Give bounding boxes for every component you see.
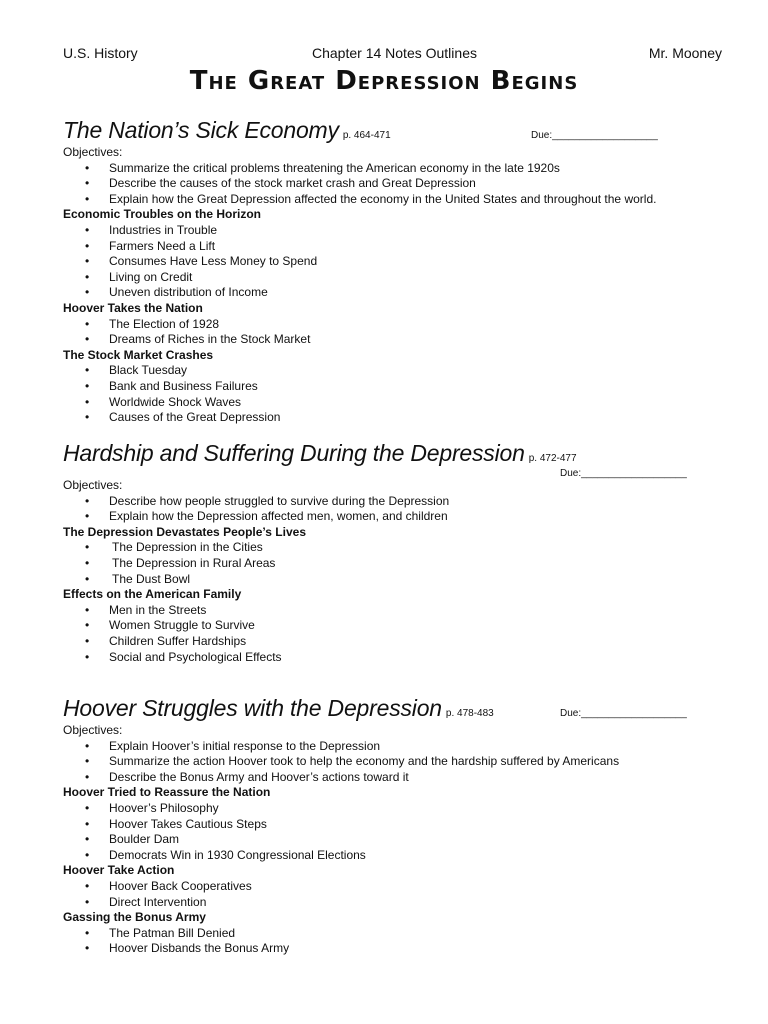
list-item: • Summarize the critical problems threatening the American economy in the late 1920s [85, 160, 560, 175]
list-item: • Children Suffer Hardships [85, 633, 247, 648]
list-item: • The Depression in Rural Areas [85, 555, 276, 570]
section-pages: p. 472-477 [528, 453, 577, 464]
sub-heading: The Stock Market Crashes [63, 347, 214, 362]
sub-heading: Gassing the Bonus Army [63, 910, 206, 925]
list-item: • Summarize the action Hoover took to help the economy and the hardship suffered by Americans [85, 754, 620, 769]
topic-list [63, 801, 723, 863]
section-heading [63, 695, 723, 723]
list-item: • Direct Intervention [85, 894, 207, 909]
list-item: • Men in the Streets [85, 602, 207, 617]
objectives-list [63, 739, 723, 786]
list-item: • Dreams of Riches in the Stock Market [85, 332, 311, 347]
list-item: • Black Tuesday [85, 363, 188, 378]
due-field: Due:___________________ [560, 708, 687, 719]
course-name: U.S. History [63, 45, 138, 61]
list-item: • Worldwide Shock Waves [85, 394, 242, 409]
sub-heading: Hoover Tried to Reassure the Nation [63, 785, 271, 800]
teacher-name: Mr. Mooney [648, 45, 722, 61]
list-item: • Uneven distribution of Income [85, 285, 268, 300]
sub-heading: Economic Troubles on the Horizon [63, 207, 262, 222]
list-item: • Hoover Disbands the Bonus Army [85, 941, 290, 956]
section-title: The Nation’s Sick Economy [63, 117, 339, 143]
section-heading [63, 440, 723, 479]
list-item: • Describe the Bonus Army and Hoover’s actions toward it [85, 769, 409, 784]
sub-heading: Hoover Take Action [63, 863, 175, 878]
objectives-list [63, 161, 723, 208]
list-item: • The Depression in the Cities [85, 540, 263, 555]
topic-list [63, 540, 723, 587]
list-item: • Farmers Need a Lift [85, 238, 216, 253]
objectives-list [63, 494, 723, 525]
list-item: • Hoover Back Cooperatives [85, 878, 252, 893]
sub-heading: Effects on the American Family [63, 587, 242, 602]
section-hoover-struggles [63, 695, 723, 957]
list-item: • Causes of the Great Depression [85, 410, 281, 425]
section-heading [63, 117, 723, 145]
list-item: • Social and Psychological Effects [85, 649, 282, 664]
topic-list [63, 879, 723, 910]
section-hardship [63, 440, 723, 665]
list-item: • Explain Hoover’s initial response to the Depression [85, 738, 381, 753]
sub-heading: Hoover Takes the Nation [63, 300, 203, 315]
page-header [63, 45, 722, 63]
chapter-name: Chapter 14 Notes Outlines [312, 45, 477, 61]
list-item: • Describe the causes of the stock market crash and Great Depression [85, 176, 476, 191]
list-item: • Hoover’s Philosophy [85, 800, 219, 815]
section-title: Hardship and Suffering During the Depression [63, 440, 525, 466]
list-item: • The Election of 1928 [85, 316, 220, 331]
list-item: • Democrats Win in 1930 Congressional Elections [85, 847, 366, 862]
section-title: Hoover Struggles with the Depression [63, 695, 442, 721]
list-item: • Bank and Business Failures [85, 378, 258, 393]
section-pages: p. 478-483 [445, 708, 494, 719]
topic-list [63, 603, 723, 665]
list-item: • Living on Credit [85, 269, 193, 284]
list-item: • Explain how the Depression affected men, women, and children [85, 509, 448, 524]
list-item: • Explain how the Great Depression affected the economy in the United States and throughout the world. [85, 191, 657, 206]
list-item: • Consumes Have Less Money to Spend [85, 254, 318, 269]
list-item: • The Patman Bill Denied [85, 925, 236, 940]
topic-list [63, 363, 723, 425]
topic-list [63, 317, 723, 348]
objectives-label: Objectives: [63, 723, 123, 737]
topic-list [63, 926, 723, 957]
objectives-label: Objectives: [63, 145, 123, 159]
list-item: • Hoover Takes Cautious Steps [85, 816, 267, 831]
section-sick-economy [63, 117, 723, 426]
objectives-label: Objectives: [63, 478, 123, 492]
due-field: Due:___________________ [560, 468, 687, 479]
due-field: Due:___________________ [531, 130, 658, 141]
list-item: • Describe how people struggled to survive during the Depression [85, 493, 450, 508]
section-pages: p. 464-471 [342, 130, 391, 141]
document-title: The Great Depression Begins [189, 66, 579, 96]
list-item: • Women Struggle to Survive [85, 618, 255, 633]
list-item: • Boulder Dam [85, 832, 180, 847]
list-item: • The Dust Bowl [85, 571, 191, 586]
list-item: • Industries in Trouble [85, 222, 218, 237]
sub-heading: The Depression Devastates People’s Lives [63, 524, 306, 539]
topic-list [63, 223, 723, 301]
